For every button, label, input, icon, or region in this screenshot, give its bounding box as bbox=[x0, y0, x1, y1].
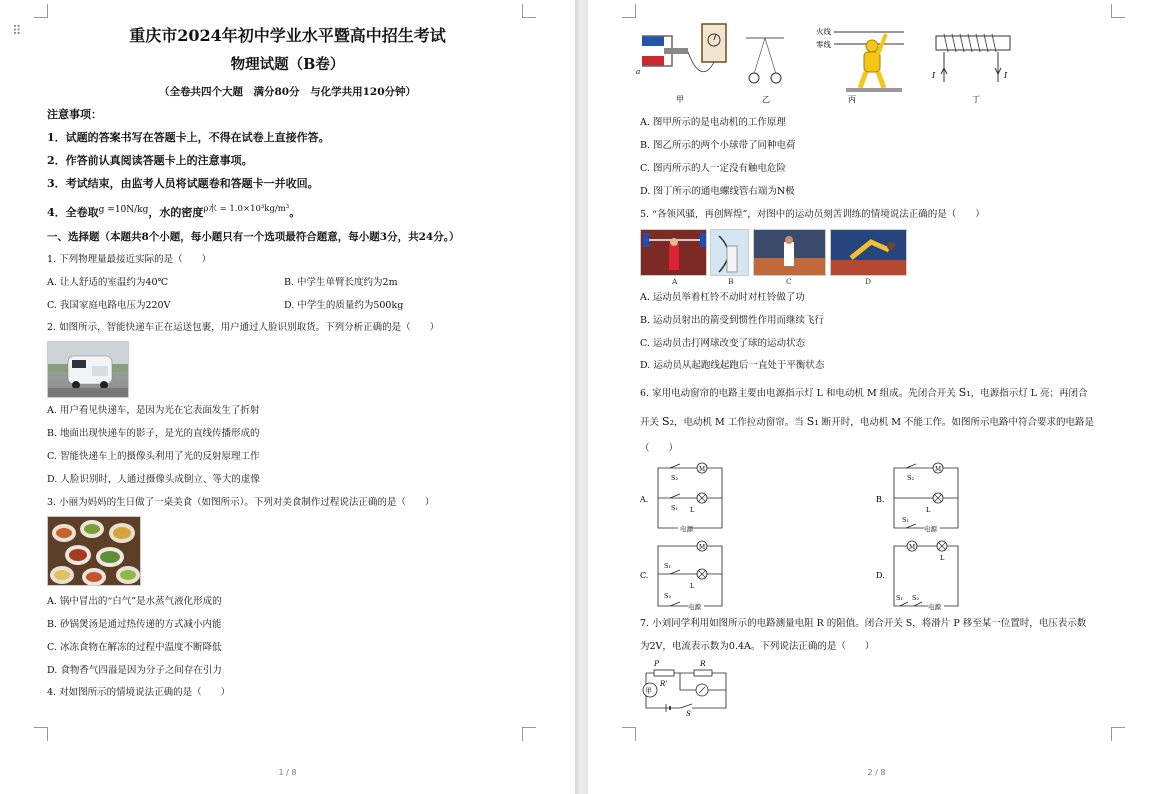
q6-line1-b: ，电源指示灯 L 亮；再闭合 bbox=[970, 388, 1088, 399]
question-4-stem: 4. 对如图所示的情境说法正确的是（ ） bbox=[47, 687, 231, 698]
svg-text:电源: 电源 bbox=[924, 525, 937, 533]
question-3-stem: 3. 小丽为妈妈的生日做了一桌美食（如图所示）。下列对美食制作过程说法正确的是（ ） bbox=[47, 497, 435, 508]
circuit-d-label: D. bbox=[876, 571, 885, 580]
q6-circuit-c bbox=[640, 538, 730, 612]
q6-circuit-b bbox=[876, 460, 966, 534]
archer-photo bbox=[710, 229, 749, 276]
svg-text:S₁: S₁ bbox=[902, 516, 910, 524]
crop-mark bbox=[34, 4, 48, 18]
q4-option-c: C. 图丙所示的人一定没有触电危险 bbox=[640, 163, 786, 174]
svg-text:M: M bbox=[699, 466, 706, 473]
crop-mark bbox=[1111, 727, 1125, 741]
q1-option-c: C. 我国家庭电路电压为220V bbox=[47, 300, 171, 311]
q2-option-b: B. 地面出现快递车的影子，是光的直线传播形成的 bbox=[47, 428, 260, 439]
q6-line2-b: ，电动机 M 工作拉动窗帘。当 bbox=[673, 417, 807, 428]
exam-info: （全卷共四个大题 满分80分 与化学共用120分钟） bbox=[158, 86, 417, 98]
svg-text:S₂: S₂ bbox=[664, 592, 672, 600]
crop-mark bbox=[1111, 4, 1125, 18]
question-6-line-1 bbox=[640, 387, 1088, 400]
q4-option-a: A. 图甲所示的是电动机的工作原理 bbox=[640, 117, 786, 128]
notice-4-end: 。 bbox=[289, 206, 301, 219]
q1-option-b: B. 中学生单臂长度约为2m bbox=[284, 277, 398, 288]
figure-bing-person-on-wires bbox=[816, 26, 904, 92]
page-number: 2 / 8 bbox=[867, 768, 886, 777]
svg-text:L: L bbox=[926, 506, 931, 514]
svg-text:S₁: S₁ bbox=[896, 594, 904, 602]
live-wire-label: 火线 bbox=[816, 27, 831, 36]
svg-text:S₂: S₂ bbox=[912, 594, 920, 602]
svg-text:S₁: S₁ bbox=[664, 562, 672, 570]
gravity-constant: g =10N/kg bbox=[98, 205, 149, 215]
current-label-right: I bbox=[1004, 71, 1008, 80]
section-heading: 一、选择题（本题共8个小题，每小题只有一个选项最符合题意，每小题3分，共24分。） bbox=[47, 231, 460, 243]
q6-switch-s1: S₁ bbox=[958, 386, 971, 399]
svg-text:电源: 电源 bbox=[928, 603, 941, 611]
q6-line1-a: 6. 家用电动窗帘的电路主要由电源指示灯 L 和电动机 M 组成。先闭合开关 bbox=[640, 388, 959, 399]
photo-label-b: B bbox=[728, 277, 734, 286]
page-number: 1 / 8 bbox=[278, 768, 297, 777]
figure-label-yi: 乙 bbox=[762, 95, 770, 104]
switch-s-label: S bbox=[686, 710, 691, 718]
q4-option-b: B. 图乙所示的两个小球带了同种电荷 bbox=[640, 140, 796, 151]
q4-figures bbox=[636, 22, 1026, 106]
q6-switch-s2: S₂ bbox=[662, 415, 674, 428]
q2-option-c: C. 智能快递车上的摄像头利用了光的反射原理工作 bbox=[47, 451, 260, 462]
notice-4-prefix: 4．全卷取 bbox=[47, 206, 99, 219]
delivery-vehicle-photo bbox=[47, 341, 129, 398]
q3-option-b: B. 砂锅煲汤是通过热传递的方式减小内能 bbox=[47, 619, 222, 630]
notice-item-4 bbox=[47, 206, 300, 221]
resistor-r-label: R bbox=[700, 659, 706, 668]
notice-4-mid: ，水的密度 bbox=[148, 206, 204, 219]
q6-answer-brackets: （ ） bbox=[640, 443, 679, 454]
birthday-feast-photo bbox=[47, 516, 141, 586]
water-density: ρ水 = 1.0×10³kg/m³ bbox=[203, 204, 290, 214]
svg-text:S₂: S₂ bbox=[907, 474, 915, 482]
q4-option-d: D. 图丁所示的通电螺线管右端为N极 bbox=[640, 186, 795, 197]
svg-text:电源: 电源 bbox=[680, 525, 693, 533]
question-5-stem: 5. “各领风骚，再创辉煌”，对图中的运动员刻苦训练的情境说法正确的是（ ） bbox=[640, 209, 985, 220]
q6-line2-c: 断开时，电动机 M 不能工作。如图所示电路中符合要求的电路是 bbox=[818, 417, 1095, 428]
svg-text:L: L bbox=[940, 554, 945, 562]
tennis-player-photo bbox=[753, 229, 826, 276]
question-2-stem: 2. 如图所示，智能快递车正在运送包裹，用户通过人脸识别取货。下列分析正确的是（ ） bbox=[47, 322, 440, 333]
q6-circuit-d bbox=[876, 538, 966, 612]
page-gutter bbox=[575, 0, 588, 794]
sprinter-photo bbox=[830, 229, 907, 276]
q5-option-c: C. 运动员击打网球改变了球的运动状态 bbox=[640, 338, 805, 349]
q5-option-a: A. 运动员举着杠铃不动时对杠铃做了功 bbox=[640, 292, 805, 303]
question-6-line-2 bbox=[640, 416, 1094, 429]
rheostat-label: R' bbox=[660, 680, 668, 688]
slider-p-label: P bbox=[654, 659, 660, 668]
q7-circuit bbox=[640, 656, 735, 718]
question-7-line-2: 为2V，电流表示数为0.4A。下列说法正确的是（ ） bbox=[640, 641, 875, 652]
drag-handle-icon[interactable]: ⠿ bbox=[12, 24, 23, 39]
photo-label-c: C bbox=[786, 277, 792, 286]
q5-option-b: B. 运动员射出的箭受到惯性作用而继续飞行 bbox=[640, 315, 825, 326]
circuit-a-s2: S₂ bbox=[671, 474, 679, 482]
q3-option-a: A. 锅中冒出的“白气”是水蒸气液化形成的 bbox=[47, 596, 222, 607]
question-7-line-1: 7. 小刘同学利用如图所示的电路测量电阻 R 的阻值。闭合开关 S，将滑片 P 移至某一位置时，电压表示数 bbox=[640, 618, 1087, 629]
figure-label-ding: 丁 bbox=[972, 95, 980, 104]
svg-text:L: L bbox=[690, 582, 695, 590]
meter-jia-label: 甲 bbox=[645, 687, 652, 695]
q3-option-d: D. 食物香气四溢是因为分子之间存在引力 bbox=[47, 665, 222, 676]
notice-item: 2．作答前认真阅读答题卡上的注意事项。 bbox=[47, 154, 253, 167]
crop-mark bbox=[522, 4, 536, 18]
crop-mark bbox=[622, 4, 636, 18]
q2-option-a: A. 用户看见快递车，是因为光在它表面发生了折射 bbox=[47, 405, 260, 416]
q3-option-c: C. 冰冻食物在解冻的过程中温度不断降低 bbox=[47, 642, 222, 653]
exam-subject: 物理试题（B卷） bbox=[230, 56, 345, 73]
svg-text:S₁: S₁ bbox=[671, 504, 679, 512]
q1-option-a: A. 让人舒适的室温约为40℃ bbox=[47, 277, 169, 288]
circuit-a-label: A. bbox=[640, 495, 649, 504]
q1-option-d: D. 中学生的质量约为500kg bbox=[284, 300, 404, 311]
q6-line2-a: 开关 bbox=[640, 417, 663, 428]
exam-title: 重庆市2024年初中学业水平暨高中招生考试 bbox=[129, 26, 446, 45]
figure-jia-magnet bbox=[636, 24, 726, 76]
document-page-1 bbox=[0, 0, 575, 794]
question-1-stem: 1. 下列物理量最接近实际的是（ ） bbox=[47, 254, 212, 265]
weightlifter-photo bbox=[640, 229, 707, 276]
figure-label-bing: 丙 bbox=[848, 95, 856, 104]
q2-option-d: D. 人脸识别时，人通过摄像头成倒立、等大的虚像 bbox=[47, 474, 260, 485]
crop-mark bbox=[622, 727, 636, 741]
svg-text:M: M bbox=[935, 466, 942, 473]
crop-mark bbox=[522, 727, 536, 741]
svg-text:L: L bbox=[690, 506, 695, 514]
q6-circuit-a bbox=[640, 460, 730, 534]
q5-option-d: D. 运动员从起跑线起跑后一直处于平衡状态 bbox=[640, 360, 825, 371]
neutral-wire-label: 零线 bbox=[816, 40, 831, 49]
circuit-c-label: C. bbox=[640, 571, 649, 580]
notice-item: 3．考试结束，由监考人员将试题卷和答题卡一并收回。 bbox=[47, 177, 319, 190]
q6-switch-s1-again: S₁ bbox=[806, 415, 819, 428]
current-label-left: I bbox=[932, 71, 936, 80]
svg-text:M: M bbox=[699, 544, 706, 551]
svg-text:a: a bbox=[636, 68, 641, 76]
figure-label-jia: 甲 bbox=[676, 95, 684, 104]
notice-item: 1．试题的答案书写在答题卡上，不得在试卷上直接作答。 bbox=[47, 131, 330, 144]
svg-text:M: M bbox=[909, 544, 916, 551]
crop-mark bbox=[34, 727, 48, 741]
notice-heading: 注意事项： bbox=[47, 108, 102, 121]
circuit-b-label: B. bbox=[876, 495, 885, 504]
figure-yi-balls bbox=[746, 38, 784, 83]
document-page-2 bbox=[588, 0, 1165, 794]
figure-ding-solenoid bbox=[931, 34, 1010, 82]
photo-label-d: D bbox=[865, 277, 872, 286]
svg-text:电源: 电源 bbox=[688, 603, 701, 611]
photo-label-a: A bbox=[672, 277, 678, 286]
